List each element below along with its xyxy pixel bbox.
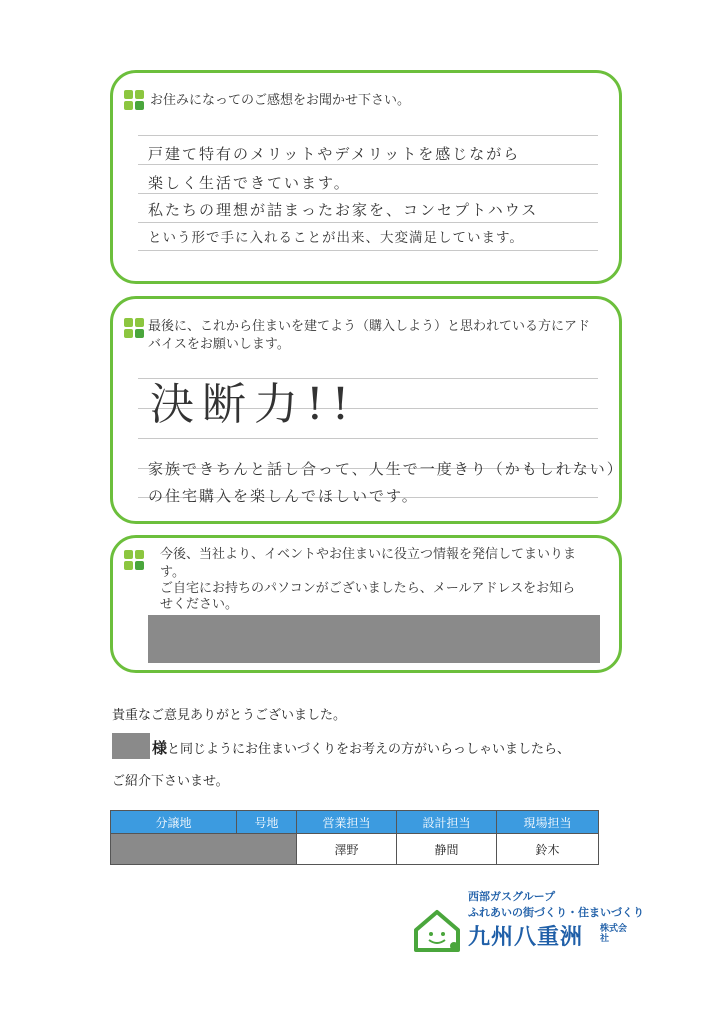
advice-answer-line: の住宅購入を楽しんでほしいです。	[148, 487, 419, 505]
ruled-line	[138, 222, 598, 223]
company-tagline: ふれあいの街づくり・住まいづくり	[468, 906, 644, 919]
referral-text: と同じようにお住まいづくりをお考えの方がいらっしゃいましたら、	[167, 742, 571, 757]
company-logo	[412, 888, 642, 958]
advice-question-line: バイスをお願いします。	[148, 337, 290, 352]
table-row	[111, 834, 599, 865]
email-question-line: す。	[160, 565, 185, 580]
impressions-answer-line: という形で手に入れることが出来、大変満足しています。	[148, 230, 524, 246]
table-header-row	[111, 811, 599, 834]
site-rep: 鈴木	[497, 834, 599, 865]
ruled-line	[138, 438, 598, 439]
sama-label: 様	[152, 739, 168, 757]
impressions-answer-line: 私たちの理想が詰まったお家を、コンセプトハウス	[148, 201, 539, 219]
design-rep: 静間	[397, 834, 497, 865]
ruled-line	[138, 193, 598, 194]
impressions-answer-line: 戸建て特有のメリットやデメリットを感じながら	[148, 145, 521, 163]
redacted-lot	[111, 834, 297, 865]
header-site: 現場担当	[497, 811, 599, 834]
clover-icon	[124, 318, 144, 338]
ruled-line	[138, 250, 598, 251]
advice-answer-line: 家族できちんと話し合って、人生で一度きり（かもしれない）	[148, 460, 624, 478]
email-question-line: 今後、当社より、イベントやお住まいに役立つ情報を発信してまいりま	[160, 547, 577, 562]
staff-table	[110, 810, 599, 865]
referral-line-2: ご紹介下さいませ。	[112, 774, 229, 789]
advice-question-line: 最後に、これから住まいを建てよう（購入しよう）と思われている方にアド	[148, 319, 591, 334]
company-suffix: 株式会社	[600, 924, 628, 944]
group-name: 西部ガスグループ	[468, 890, 556, 903]
thanks-text: 貴重なご意見ありがとうございました。	[112, 708, 347, 723]
redacted-email	[148, 615, 600, 663]
header-lot-number: 号地	[237, 811, 297, 834]
clover-icon	[124, 550, 144, 570]
company-name: 九州八重洲	[468, 925, 584, 950]
header-sales: 営業担当	[297, 811, 397, 834]
redacted-name	[112, 733, 150, 759]
advice-answer-big: 決断力!!	[150, 379, 358, 430]
header-lot: 分譲地	[111, 811, 237, 834]
impressions-answer-line: 楽しく生活できています。	[148, 174, 351, 192]
referral-line	[152, 737, 570, 758]
clover-icon	[124, 90, 144, 110]
house-logo-icon	[412, 908, 462, 954]
ruled-line	[138, 135, 598, 136]
sales-rep: 澤野	[297, 834, 397, 865]
header-design: 設計担当	[397, 811, 497, 834]
email-question-line: せください。	[160, 597, 239, 612]
ruled-line	[138, 164, 598, 165]
impressions-question: お住みになってのご感想をお聞かせ下さい。	[150, 93, 411, 108]
email-question-line: ご自宅にお持ちのパソコンがございましたら、メールアドレスをお知ら	[160, 581, 576, 596]
